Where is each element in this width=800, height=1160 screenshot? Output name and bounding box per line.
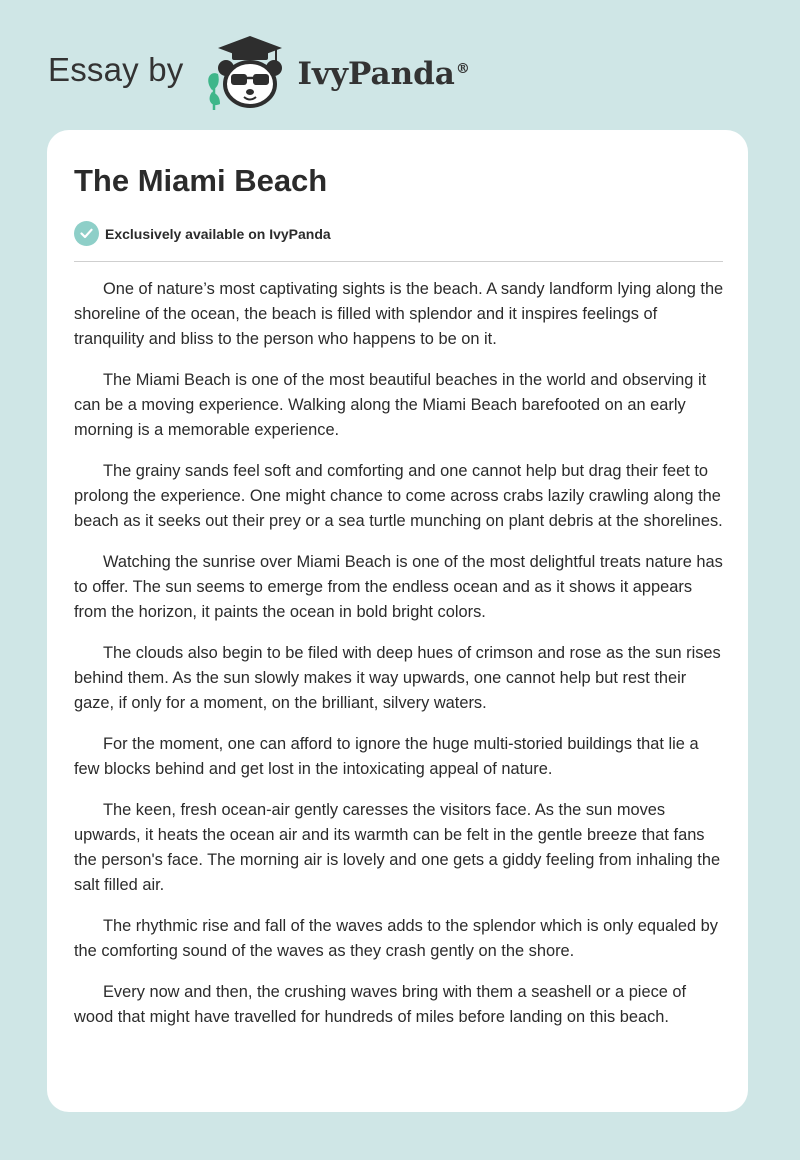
- paragraph-5: The clouds also begin to be filed with deep hues of crimson and rose as the sun rises behind them. As the sun slowly makes it way upwards, one cannot help but rest their gaze, if only for a moment, on the brilliant, silvery waters.: [74, 644, 721, 712]
- paragraph-3: The grainy sands feel soft and comforting and one cannot help but drag their feet to prolong the experience. One might chance to come across crabs lazily crawling along the beach as it seeks out their prey or a sea turtle munching on plant debris at the shorelines.: [74, 462, 723, 530]
- registered-mark: ®: [455, 60, 470, 77]
- exclusive-badge: [74, 221, 331, 246]
- paragraph-4: Watching the sunrise over Miami Beach is one of the most delightful treats nature has to offer. The sun seems to emerge from the endless ocean and as it shows it appears from the horizon, it paints the ocean in bold bright colors.: [74, 553, 723, 621]
- paragraph-9: Every now and then, the crushing waves bring with them a seashell or a piece of wood that might have travelled for hundreds of miles before landing on this beach.: [74, 983, 687, 1026]
- check-circle-icon: [74, 221, 99, 246]
- site-header: [48, 34, 470, 114]
- essay-card: [47, 130, 748, 1112]
- paragraph-1: One of nature’s most captivating sights is the beach. A sandy landform lying along the shoreline of the ocean, the beach is filled with splendor and it inspires feelings of tranquility and bliss to the person who happens to be on it.: [74, 280, 724, 348]
- title-divider: [74, 261, 723, 262]
- brand-name[interactable]: [298, 56, 470, 92]
- page-title: The Miami Beach: [74, 163, 328, 198]
- essay-body: [74, 277, 726, 1046]
- paragraph-2: The Miami Beach is one of the most beautiful beaches in the world and observing it can be a moving experience. Walking along the Miami Beach barefooted on an early morning is a memorable experience.: [74, 371, 707, 439]
- paragraph-8: The rhythmic rise and fall of the waves adds to the splendor which is only equaled by the comforting sound of the waves as they crash gently on the shore.: [74, 917, 718, 960]
- essay-by-label: Essay by: [48, 51, 184, 88]
- panda-graduate-logo-icon[interactable]: [198, 34, 294, 114]
- brand-name-text: IvyPanda: [297, 56, 455, 92]
- exclusive-badge-text: Exclusively available on IvyPanda: [105, 225, 331, 242]
- paragraph-6: For the moment, one can afford to ignore the huge multi-storied buildings that lie a few blocks behind and get lost in the intoxicating appeal of nature.: [74, 735, 699, 778]
- paragraph-7: The keen, fresh ocean-air gently caresses the visitors face. As the sun moves upwards, it heats the ocean air and its warmth can be felt in the gentle breeze that fans the person's face. The morning air is lovely and one gets a giddy feeling from inhaling the salt filled air.: [74, 801, 721, 894]
